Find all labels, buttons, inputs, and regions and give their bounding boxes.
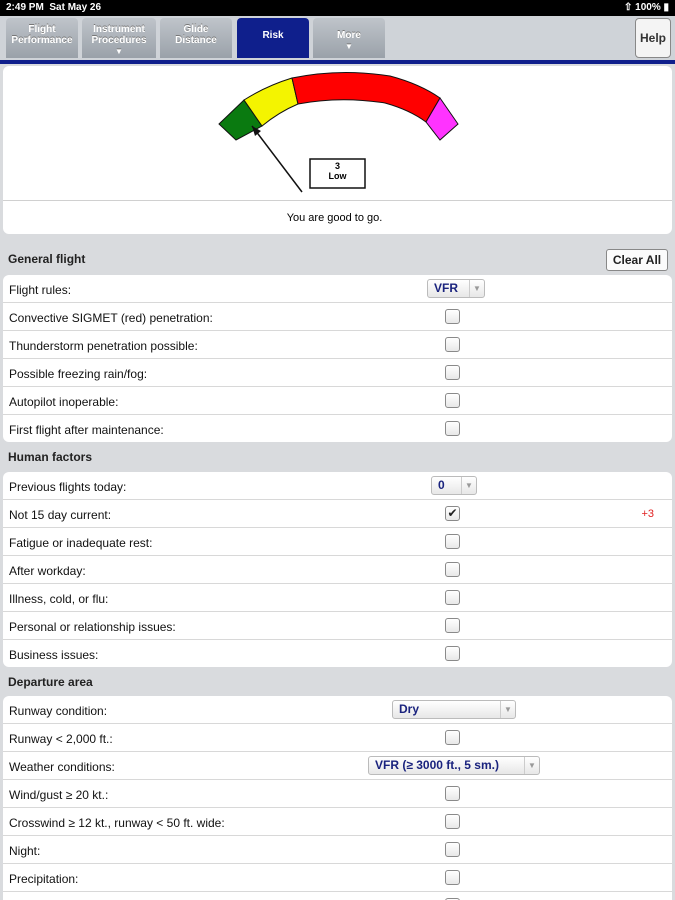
checkbox[interactable]: [445, 786, 460, 801]
select-value: 0: [438, 478, 445, 492]
weather-conditions-select[interactable]: [368, 756, 540, 775]
checkbox[interactable]: [445, 618, 460, 633]
row-label: Weather conditions:: [9, 760, 115, 774]
risk-gauge-card: [3, 66, 672, 234]
departure-area-group: [3, 696, 672, 900]
row-label: Crosswind ≥ 12 kt., runway < 50 ft. wide:: [9, 816, 225, 830]
select-value: VFR: [434, 281, 458, 295]
row-checkbox: [3, 415, 672, 442]
status-bar: [0, 0, 675, 16]
checkbox[interactable]: [445, 421, 460, 436]
row-label: Precipitation:: [9, 872, 79, 886]
flight-rules-select[interactable]: [427, 279, 485, 298]
tab-glide-distance[interactable]: [160, 18, 232, 58]
row-label: Previous flights today:: [9, 480, 127, 494]
row-previous-flights: [3, 472, 672, 500]
human-factors-group: [3, 472, 672, 667]
checkbox[interactable]: [445, 842, 460, 857]
checkbox-checked[interactable]: [445, 506, 460, 521]
runway-condition-select[interactable]: [392, 700, 516, 719]
checkbox[interactable]: [445, 309, 460, 324]
tab-label: Flight Performance: [11, 24, 73, 46]
tab-bar: [0, 16, 675, 64]
previous-flights-select[interactable]: [431, 476, 477, 495]
gauge-segment-red: [292, 72, 440, 122]
row-checkbox: [3, 584, 672, 612]
select-value: VFR (≥ 3000 ft., 5 sm.): [375, 758, 499, 772]
row-label: Autopilot inoperable:: [9, 395, 119, 409]
row-flight-rules: [3, 275, 672, 303]
row-checkbox: [3, 808, 672, 836]
row-checkbox: [3, 780, 672, 808]
row-label: Not 15 day current:: [9, 508, 112, 522]
row-label: Runway < 2,000 ft.:: [9, 732, 113, 746]
row-label: Wind/gust ≥ 20 kt.:: [9, 788, 109, 802]
checkbox[interactable]: [445, 646, 460, 661]
row-checkbox-partial: [3, 892, 672, 900]
row-label: Thunderstorm penetration possible:: [9, 339, 198, 353]
row-checkbox: [3, 387, 672, 415]
gauge-score-value: 3: [334, 161, 340, 171]
select-value: Dry: [399, 702, 420, 716]
tab-risk[interactable]: [237, 18, 309, 58]
help-button[interactable]: Help: [635, 18, 671, 58]
checkbox[interactable]: [445, 870, 460, 885]
gauge-score-level: Low: [328, 171, 347, 181]
general-flight-group: [3, 275, 672, 442]
checkbox[interactable]: [445, 814, 460, 829]
row-label: First flight after maintenance:: [9, 423, 164, 437]
row-checkbox: [3, 528, 672, 556]
tab-instrument-procedures[interactable]: [82, 18, 156, 58]
row-runway-short: [3, 724, 672, 752]
checkbox[interactable]: [445, 365, 460, 380]
section-title-general-flight: General flight: [8, 252, 86, 266]
checkbox[interactable]: [445, 393, 460, 408]
gauge-divider: [3, 200, 672, 201]
row-label: Flight rules:: [9, 283, 72, 297]
row-checkbox: [3, 359, 672, 387]
row-label: Fatigue or inadequate rest:: [9, 536, 153, 550]
checkmark-icon: ✔: [447, 506, 458, 520]
row-label: Business issues:: [9, 648, 99, 662]
status-battery: ⇧ 100% ▮: [623, 2, 669, 13]
row-checkbox: [3, 612, 672, 640]
row-checkbox: [3, 864, 672, 892]
row-not-15-day-current: [3, 500, 672, 528]
chevron-down-icon: ▼: [524, 757, 539, 774]
tab-label: Instrument Procedures: [91, 24, 147, 46]
row-label: Personal or relationship issues:: [9, 620, 176, 634]
row-checkbox: [3, 836, 672, 864]
row-checkbox: [3, 303, 672, 331]
tab-label: Glide Distance: [175, 24, 217, 46]
row-label: Night:: [9, 844, 41, 858]
chevron-down-icon: ▼: [469, 280, 484, 297]
risk-points: +3: [641, 508, 654, 520]
checkbox[interactable]: [445, 590, 460, 605]
section-title-departure-area: Departure area: [8, 675, 93, 689]
row-checkbox: [3, 640, 672, 667]
checkbox[interactable]: [445, 730, 460, 745]
checkbox[interactable]: [445, 534, 460, 549]
risk-message: You are good to go.: [286, 212, 383, 224]
row-weather-conditions: [3, 752, 672, 780]
row-label: Possible freezing rain/fog:: [9, 367, 148, 381]
tab-more[interactable]: [313, 18, 385, 58]
tab-label: More: [337, 30, 361, 41]
row-label: Runway condition:: [9, 704, 108, 718]
checkbox[interactable]: [445, 337, 460, 352]
row-label: Convective SIGMET (red) penetration:: [9, 311, 213, 325]
gauge-needle: [252, 126, 302, 192]
clear-all-button[interactable]: Clear All: [606, 249, 668, 271]
status-time-date: 2:49 PM Sat May 26: [6, 2, 102, 13]
chevron-down-icon: ▼: [500, 701, 515, 718]
row-runway-condition: [3, 696, 672, 724]
row-label: Illness, cold, or flu:: [9, 592, 109, 606]
tab-flight-performance[interactable]: [6, 18, 78, 58]
section-title-human-factors: Human factors: [8, 450, 93, 464]
chevron-down-icon: ▼: [461, 477, 476, 494]
menu-arrow-icon: ▼: [345, 42, 353, 51]
row-checkbox: [3, 331, 672, 359]
row-checkbox: [3, 556, 672, 584]
menu-arrow-icon: ▼: [115, 47, 123, 56]
checkbox[interactable]: [445, 562, 460, 577]
row-label: After workday:: [9, 564, 86, 578]
tab-label: Risk: [262, 30, 284, 41]
